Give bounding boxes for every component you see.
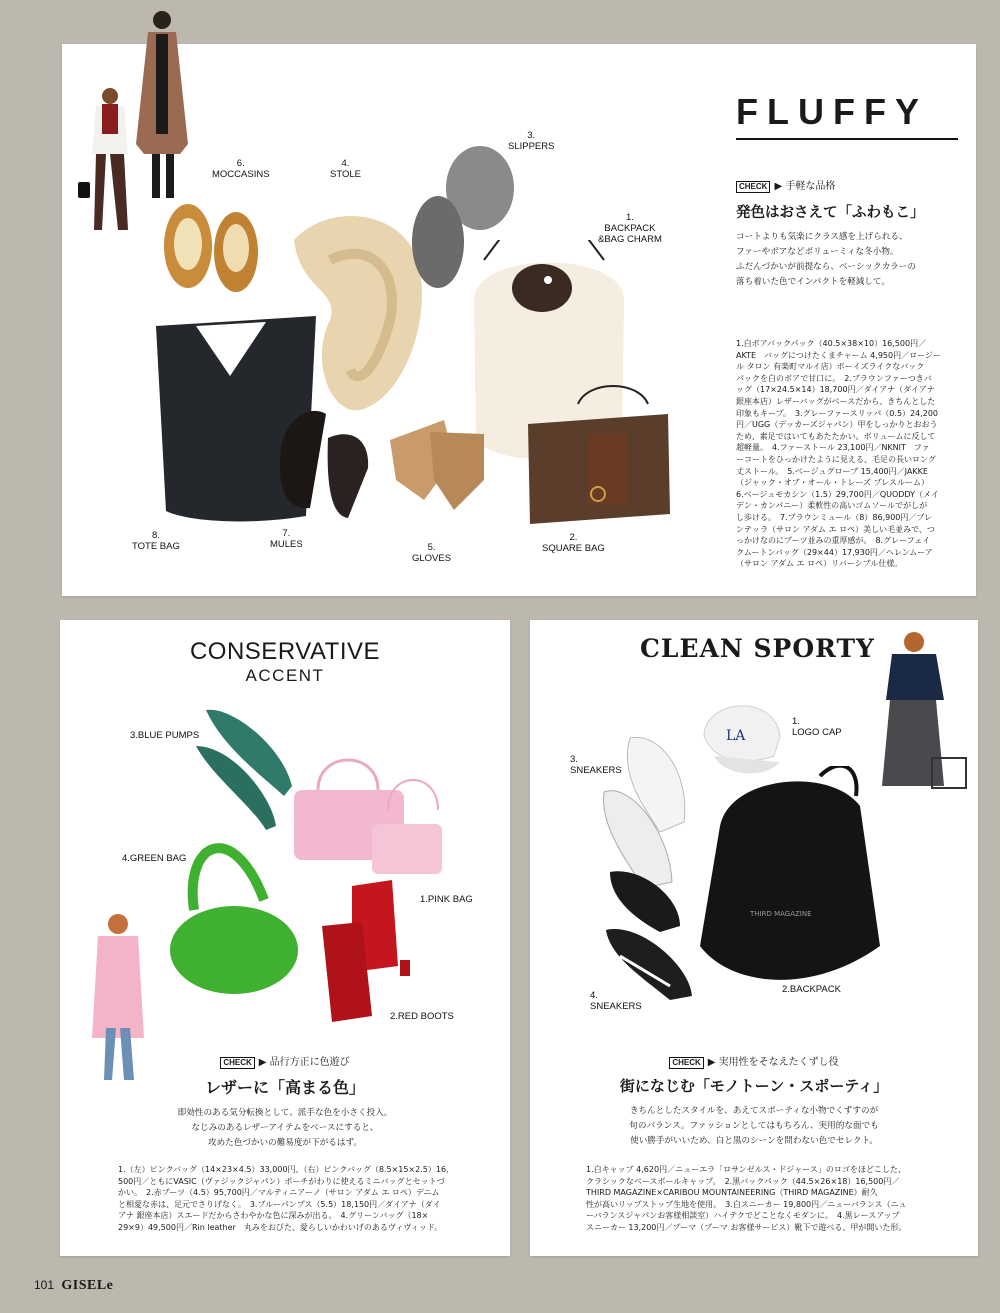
logo-cap-label: 1. LOGO CAP [792,716,842,738]
pink-bag-image [288,750,448,890]
conservative-title-block [60,638,510,686]
pink-bag-label: 1.PINK BAG [420,894,473,905]
fluffy-text [736,174,966,570]
sporty-panel [530,620,978,1256]
green-bag-label: 4.GREEN BAG [122,853,187,864]
gloves-label: 5. GLOVES [412,542,452,564]
conservative-panel [60,620,510,1256]
fluffy-tagline: ▶ 手軽な品格 [774,181,836,192]
check-tag: CHECK [220,1057,254,1069]
conservative-tagline: ▶ 品行方正に色遊び [258,1057,350,1068]
tote-bag-label: 8. TOTE BAG [132,530,180,552]
magazine-logo: GISELe [61,1278,114,1293]
conservative-body: 即効性のある気分転換として、派手な色を小さく投入。 なじみのあるレザーアイテムをベースにすると、 攻めた色づかいの難易度が下がるはず。 [177,1108,393,1148]
backpack-logo: THIRD MAGAZINE [750,910,812,918]
fluffy-title-block [736,92,958,140]
slippers-label: 3. SLIPPERS [508,130,555,152]
mules-image [270,398,380,518]
sporty-credits: 1.白キャップ 4,620円／ニューエラ「ロサンゼルス・ドジャース」のロゴをほどこした、 クラシックなベースボールキャップ。 2.黒バックパック（44.5×26×18）16,500円／ THIRD MAGAZINE×CARIBOU MOUNTAINEERING（THIRD MAGAZINE）耐久 性が高いリップストップ生地を使用。 3.白スニーカー 19,800円／ニューバランス（ニュ ーバランスジャパンお客様相談室）ハイテクでどことなくモダンに。 4.黒レースアップ スニーカー 13,200円／プーマ（プーマ お客様サービス）靴下で遊べる、甲が開いた形。 [586,1165,907,1232]
conservative-headline: レザーに「高まる色」 [204,1078,365,1097]
mules-label: 7. MULES [270,528,303,550]
conservative-text [60,1050,510,1151]
stole-label: 4. STOLE [330,158,361,180]
check-tag: CHECK [669,1057,703,1069]
fluffy-body: コートよりも気楽にクラス感を上げられる、 ファーやボアなどボリューミィな冬小物。 ふだんづかいが前提なら、ベーシックカラーの 落ち着いた色でインパクトを軽減して。 [736,232,916,287]
fluffy-headline: 発色はおさえて「ふわもこ」 [736,205,925,221]
red-boots-image [312,876,432,1026]
sneakers-top-label: 3. SNEAKERS [570,754,622,776]
backpack-label: 1. BACKPACK &BAG CHARM [598,212,662,245]
svg-text:LA: LA [726,728,746,744]
sporty-title: CLEAN SPORTY [640,634,875,663]
conservative-subtitle: ACCENT [245,666,325,685]
conservative-title: CONSERVATIVE [189,638,381,665]
square-bag-label: 2. SQUARE BAG [542,532,605,554]
model-coat-figure [136,11,188,198]
fluffy-credits: 1.白ボアバックパック（40.5×38×10）16,500円／ AKTE バッグにつけたくまチャーム 4,950円／ロージー ル タロン 有楽町マルイ店）ボーイズライクなバック パックを白のボアで甘口に。 2.ブラウンファーつきバ ッグ（17×24.5×14）18,700円／ダイアナ（ダイアナ 銀座本店）レザーバッグがベースだから、きちんとした 印象もキープ。 3.グレーファースリッパ（0.5）24,200 円／UGG（デッカーズジャパン）甲をしっかりとおおう ため、素足ではいてもあたたかい。ボリュームに反して 超軽量。 4.ファーストール 23,100円／NKNIT ファ ーコートをひっかけたように見える、毛足の長いロング 丈ストール。 5.ベージュグローブ 15,400円／JAKKE （ジャック・オブ・オール・トレーズ プレスルーム） 6.ベージュモカシン（1.5）29,700円／QUODDY（メイ デン・カンパニー）柔軟性の高いゴムソールでがしが し歩ける。 7.ブラウンミュール（8）86,900円／ブレ ンテッラ（サロン アダム エ ロペ）美しい毛並みで、つ っかけなのにブーツ並みの重厚感が。 8.グレーフェイ クムートンバッグ（29×44）17,930円／ヘレンムーア （サロン アダム エ ロペ）リバーシブル仕様。 [736,339,941,569]
model-scarf-figure [78,88,128,230]
backpack-label: 2.BACKPACK [782,984,841,995]
sporty-body: きちんとしたスタイルを、あえてスポーティな小物でくずすのが 旬のバランス。ファッションとしてはもちろん、実用的な面でも 使い勝手がいいため、白と黒のシーンを問わない色でセレクト。 [629,1106,879,1146]
fluffy-panel [62,44,976,596]
sporty-text [530,1050,978,1149]
fluffy-title: FLUFFY [736,91,928,132]
red-boots-label: 2.RED BOOTS [390,1011,454,1022]
page-footer [34,1278,113,1294]
moccasins-label: 6. MOCCASINS [212,158,270,180]
sneakers-bottom-label: 4. SNEAKERS [590,990,642,1012]
conservative-credits: 1.（左）ピンクバッグ（14×23×4.5）33,000円、（右）ピンクバッグ（8.5×15×2.5）16, 500円／ともにVASIC（ヴァジックジャパン）ポーチがわりに使えるミニバッグとセットづ かい。 2.赤ブーツ（4.5）95,700円／マルティニアーノ（サロン アダム エ ロペ）デニム と相愛な赤は、足元でさりげなく。 3.ブルーパンプス（5.5）18,150円／ダイアナ（ダイ アナ 銀座本店）スエードだからさわやかな色に深みが出る。 4.グリーンバッグ（18× 29×9）49,500円／Rin leather 丸みをおびた、愛らしいかわいげのあるヴィヴィッド。 [118,1165,449,1232]
blue-pumps-label: 3.BLUE PUMPS [130,730,200,741]
sporty-tagline: ▶ 実用性をそなえたくずし役 [707,1057,839,1068]
sporty-headline: 街になじむ「モノトーン・スポーティ」 [619,1077,889,1095]
gloves-image [384,410,494,520]
moccasins-image [158,194,268,294]
check-tag: CHECK [736,181,770,193]
black-backpack-image [690,766,890,986]
blue-pumps-image [192,706,302,846]
title-rule [736,138,958,140]
black-sneakers-image [600,866,700,1006]
page-number: 101 [34,1278,55,1292]
square-bag-image [518,384,678,534]
